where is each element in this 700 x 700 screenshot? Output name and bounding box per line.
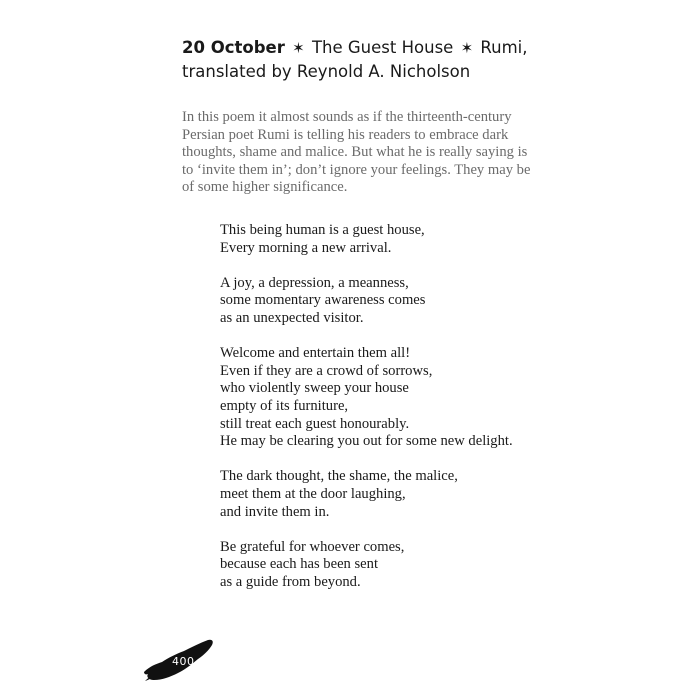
- poem-stanza: [220, 539, 540, 592]
- poem-stanza: [220, 345, 540, 451]
- intro-line: Persian poet Rumi is telling his readers to embrace dark: [182, 126, 509, 143]
- poem-stanza: [220, 468, 540, 521]
- intro-line: to ‘invite them in’; don’t ignore your feelings. They may be: [182, 161, 531, 178]
- entry-date: 20 October: [182, 38, 285, 57]
- separator-star-icon: ✶: [292, 39, 305, 57]
- poem-line: meet them at the door laughing,: [220, 485, 406, 502]
- poem-line: as an unexpected visitor.: [220, 309, 364, 326]
- poem-line: Even if they are a crowd of sorrows,: [220, 362, 433, 379]
- translator-credit: translated by Reynold A. Nicholson: [182, 62, 471, 81]
- poem-line: He may be clearing you out for some new delight.: [220, 433, 513, 450]
- poem-stanza: [220, 222, 540, 257]
- poem-line: Welcome and entertain them all!: [220, 345, 411, 362]
- poem-line: who violently sweep your house: [220, 380, 409, 397]
- poem-line: some momentary awareness comes: [220, 292, 426, 309]
- page-number: 400: [172, 655, 195, 668]
- poem-line: as a guide from beyond.: [220, 573, 361, 590]
- intro-line: of some higher significance.: [182, 179, 348, 196]
- poem-stanza: [220, 275, 540, 328]
- poem-line: because each has been sent: [220, 556, 379, 573]
- poem-line: still treat each guest honourably.: [220, 415, 410, 432]
- poem-author: Rumi,: [480, 38, 528, 57]
- page-heading: [182, 36, 562, 83]
- heading-line-1: [182, 36, 562, 60]
- poem-line: Be grateful for whoever comes,: [220, 538, 405, 555]
- intro-paragraph: [182, 109, 531, 197]
- poem-line: empty of its furniture,: [220, 397, 349, 414]
- poem-line: Every morning a new arrival.: [220, 239, 392, 256]
- separator-star-icon: ✶: [460, 39, 474, 57]
- intro-line: thoughts, shame and malice. But what he is really saying is: [182, 144, 528, 161]
- poem-line: and invite them in.: [220, 503, 330, 520]
- poem-body: [220, 222, 540, 609]
- intro-line: In this poem it almost sounds as if the thirteenth-century: [182, 109, 512, 125]
- poem-line: A joy, a depression, a meanness,: [220, 274, 409, 291]
- poem-title: The Guest House: [311, 38, 454, 57]
- poem-line: The dark thought, the shame, the malice,: [220, 468, 458, 485]
- poem-line: This being human is a guest house,: [220, 222, 425, 238]
